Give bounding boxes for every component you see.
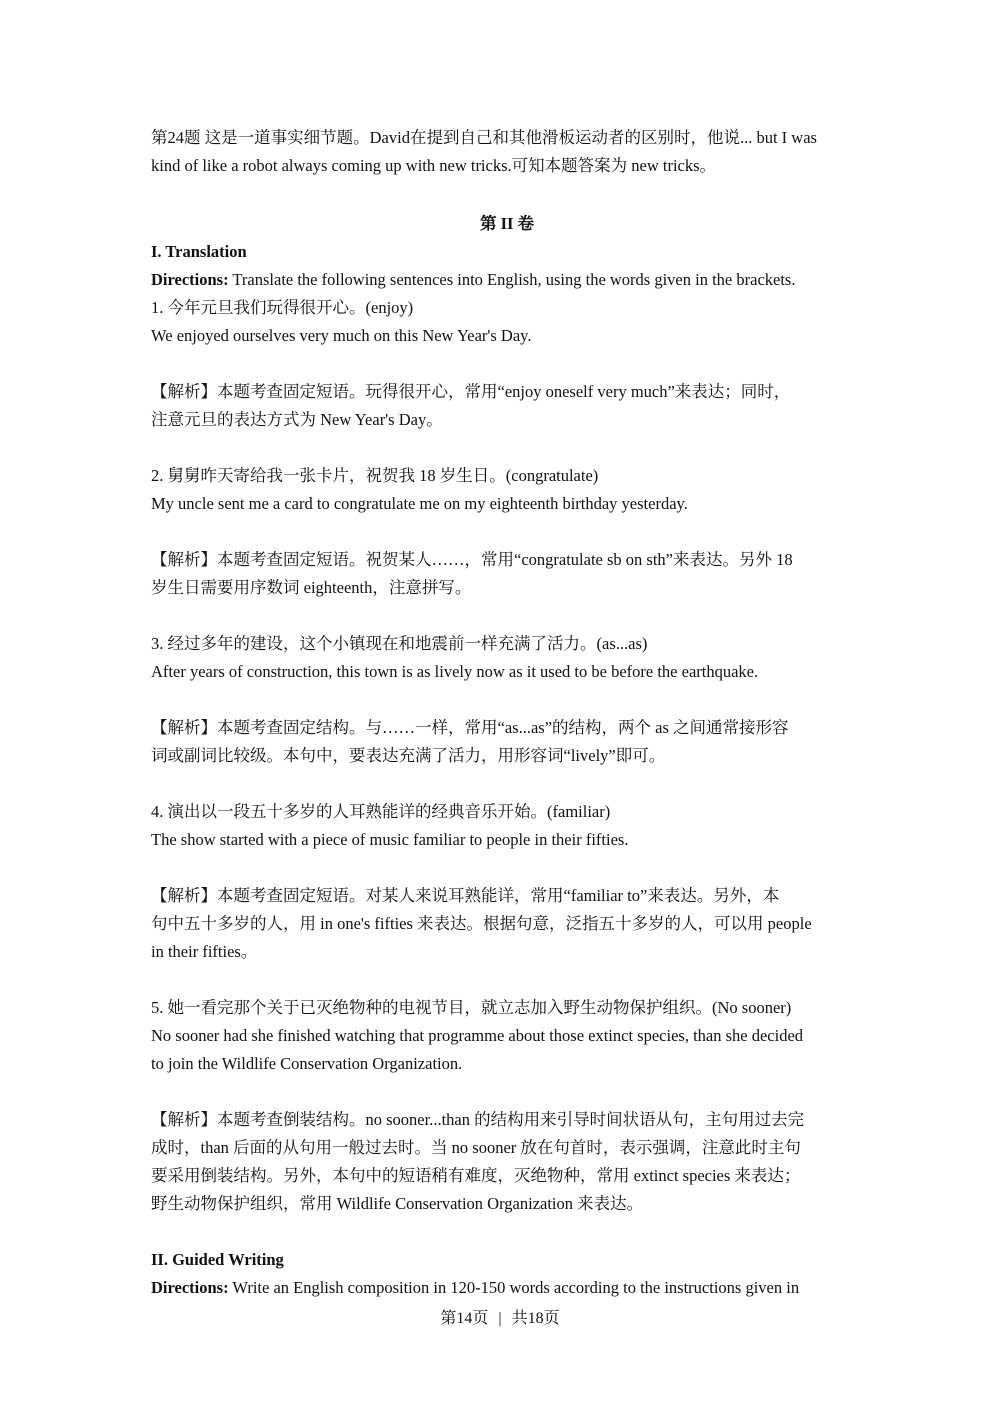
guided-writing-heading: II. Guided Writing: [151, 1250, 284, 1269]
analysis-line: 句中五十多岁的人，用 in one's fifties 来表达。根据句意，泛指五十多岁的人，可以用 people: [151, 914, 812, 933]
analysis-line: 要采用倒装结构。另外，本句中的短语稍有难度，灭绝物种，常用 extinct species 来表达；: [151, 1166, 801, 1185]
question-prompt: 2. 舅舅昨天寄给我一张卡片，祝贺我 18 岁生日。(congratulate): [151, 466, 599, 485]
answer-line: The show started with a piece of music familiar to people in their fifties.: [151, 830, 629, 849]
analysis-line: 成时，than 后面的从句用一般过去时。当 no sooner 放在句首时，表示强调，注意此时主句: [151, 1138, 801, 1157]
footer-separator: |: [498, 1310, 502, 1327]
answer-line: We enjoyed ourselves very much on this New Year's Day.: [151, 326, 532, 345]
intro-line-1: 第24题 这是一道事实细节题。David在提到自己和其他滑板运动者的区别时，他说... but I was: [151, 128, 817, 147]
answer-line: After years of construction, this town is as lively now as it used to be before the earthquake.: [151, 662, 759, 681]
answer-line: to join the Wildlife Conservation Organization.: [151, 1054, 463, 1073]
question-prompt: 3. 经过多年的建设，这个小镇现在和地震前一样充满了活力。(as...as): [151, 634, 648, 653]
page-footer: [0, 1308, 1000, 1330]
intro-line-2: kind of like a robot always coming up with new tricks.可知本题答案为 new tricks。: [151, 156, 717, 175]
directions-text: Translate the following sentences into English, using the words given in the brackets.: [228, 270, 796, 289]
document-page: [151, 124, 863, 1302]
translation-heading: I. Translation: [151, 242, 247, 261]
analysis-line: 【解析】本题考查倒装结构。no sooner...than 的结构用来引导时间状语从句，主句用过去完: [151, 1110, 805, 1129]
translation-directions: [151, 266, 863, 294]
page-total: 共18页: [511, 1310, 560, 1327]
directions-label: Directions:: [151, 270, 229, 289]
analysis-line: 野生动物保护组织，常用 Wildlife Conservation Organization 来表达。: [151, 1194, 644, 1213]
volume-title: 第 II 卷: [479, 214, 535, 233]
question-prompt: 5. 她一看完那个关于已灭绝物种的电视节目，就立志加入野生动物保护组织。(No sooner): [151, 998, 792, 1017]
page-number: 第14页: [440, 1310, 489, 1327]
question-prompt: 4. 演出以一段五十多岁的人耳熟能详的经典音乐开始。(familiar): [151, 802, 611, 821]
answer-line: My uncle sent me a card to congratulate me on my eighteenth birthday yesterday.: [151, 494, 688, 513]
analysis-line: 【解析】本题考查固定短语。祝贺某人……，常用“congratulate sb on sth”来表达。另外 18: [151, 550, 793, 569]
directions-label: Directions:: [151, 1278, 229, 1297]
analysis-line: 【解析】本题考查固定短语。对某人来说耳熟能详，常用“familiar to”来表达。另外，本: [151, 886, 780, 905]
analysis-line: 词或副词比较级。本句中，要表达充满了活力，用形容词“lively”即可。: [151, 746, 666, 765]
analysis-line: 【解析】本题考查固定短语。玩得很开心，常用“enjoy oneself very much”来表达；同时，: [151, 382, 791, 401]
guided-writing-directions: [151, 1274, 863, 1302]
directions-text: Write an English composition in 120-150 words according to the instructions given in: [228, 1278, 800, 1297]
analysis-line: 岁生日需要用序数词 eighteenth，注意拼写。: [151, 578, 472, 597]
analysis-line: in their fifties。: [151, 942, 258, 961]
analysis-line: 注意元旦的表达方式为 New Year's Day。: [151, 410, 443, 429]
question-prompt: 1. 今年元旦我们玩得很开心。(enjoy): [151, 298, 414, 317]
answer-line: No sooner had she finished watching that programme about those extinct species, than she decided: [151, 1026, 804, 1045]
analysis-line: 【解析】本题考查固定结构。与……一样，常用“as...as”的结构，两个 as 之间通常接形容: [151, 718, 789, 737]
